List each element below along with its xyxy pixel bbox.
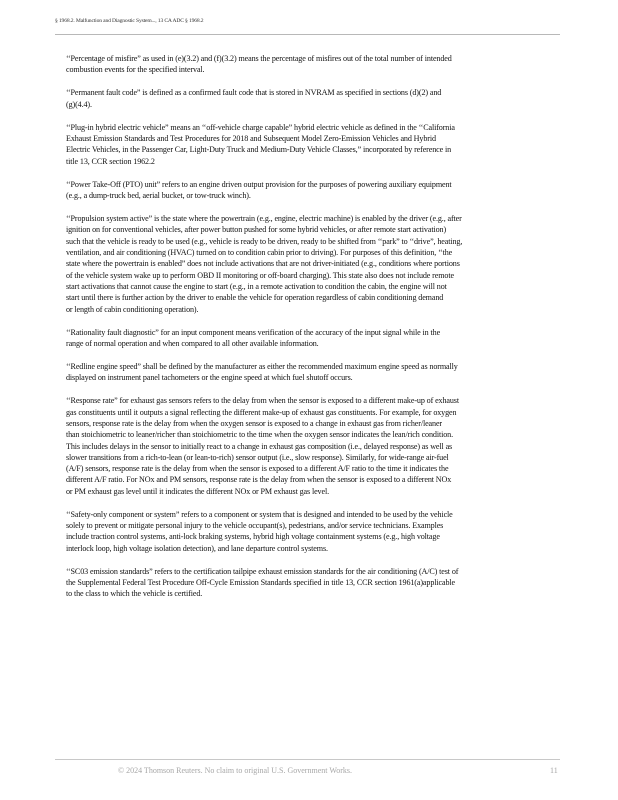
definition-paragraph <box>66 327 564 350</box>
text-line: ventilation, and air conditioning (HVAC) turned on to condition cabin prior to driving). For purposes of this definition, ‘‘the <box>66 248 453 258</box>
text-line: ‘‘Permanent fault code” is defined as a confirmed fault code that is stored in NVRAM as specified in sections (d)(2) and <box>66 88 442 98</box>
text-line: ignition on for conventional vehicles, after power button pushed for some hybrid vehicles, or after remote start activation) <box>66 225 447 235</box>
text-line: combustion events for the specified interval. <box>66 65 205 75</box>
text-line: range of normal operation and when compared to all other available information. <box>66 338 319 348</box>
text-line: (A/F) sensors, response rate is the delay from when the sensor is exposed to a different A/F ratio to the time it indicates the <box>66 464 449 474</box>
text-line: This includes delays in the sensor to initially react to a change in exhaust gas composition (i.e., delayed response) as well as <box>66 441 453 451</box>
text-line: title 13, CCR section 1962.2 <box>66 156 155 166</box>
text-line: or length of cabin conditioning operation). <box>66 304 199 314</box>
text-line: ‘‘Safety-only component or system” refers to a component or system that is designed and intended to be used by the vehicle <box>66 509 453 519</box>
definition-paragraph <box>66 566 564 600</box>
text-line: ‘‘Response rate” for exhaust gas sensors refers to the delay from when the sensor is exposed to a different make-up of exhaust <box>66 396 459 406</box>
text-line: such that the vehicle is ready to be used (e.g., vehicle is ready to be driven, ready to be shifted from ‘‘park” to ‘‘drive”, heating, <box>66 236 463 246</box>
text-line: the Supplemental Federal Test Procedure Off-Cycle Emission Standards specified in title 13, CCR section 1961(a)applicable <box>66 578 455 588</box>
definition-paragraph <box>66 87 564 110</box>
text-line: sensors, response rate is the delay from when the oxygen sensor is exposed to a change in exhaust gas from richer/leaner <box>66 419 443 428</box>
text-line: ‘‘SC03 emission standards” refers to the certification tailpipe exhaust emission standards for the air conditioning (A/C) test of <box>66 566 459 576</box>
text-line: ‘‘Percentage of misfire” as used in (e)(3.2) and (f)(3.2) means the percentage of misfires out of the total number of intended <box>66 54 452 63</box>
text-line: Electric Vehicles, in the Passenger Car, Light-Duty Truck and Medium-Duty Vehicle Classes,” incorporated by reference in <box>66 145 452 155</box>
text-line: ‘‘Plug-in hybrid electric vehicle” means an ‘‘off-vehicle charge capable” hybrid electric vehicle as defined in the ‘‘California <box>66 122 455 132</box>
text-line: start activations that cannot cause the engine to start (e.g., in a remote activation to condition the cabin, the engine will not <box>66 281 447 291</box>
running-header: § 1968.2. Malfunction and Diagnostic System..., 13 CA ADC § 1968.2 <box>55 18 204 24</box>
text-line: ‘‘Power Take-Off (PTO) unit” refers to an engine driven output provision for the purposes of powering auxiliary equipment <box>66 179 452 189</box>
definition-paragraph <box>66 53 564 76</box>
text-line: slower transitions from a rich-to-lean (or lean-to-rich) sensor output (i.e., slow response). Similarly, for wide-range air-fuel <box>66 452 449 462</box>
text-line: than stoichiometric to leaner/richer than stoichiometric to the time when the oxygen sensor indicates the lean/rich condition. <box>66 430 453 440</box>
text-line: start until there is further action by the driver to enable the vehicle for operation regardless of cabin conditioning demand <box>66 293 444 303</box>
definition-paragraph <box>66 179 564 202</box>
text-line: solely to prevent or mitigate personal injury to the vehicle occupant(s), pedestrians, and/or service technicians. Examples <box>66 521 444 531</box>
text-line: include traction control systems, anti-lock braking systems, hybrid high voltage containment systems (e.g., high voltage <box>66 532 440 542</box>
text-line: of the vehicle system wake up to perform OBD II monitoring or off-board charging). This state also does not include remote <box>66 270 454 280</box>
text-line: or PM exhaust gas level until it indicates the different NOx or PM exhaust gas level. <box>66 486 329 496</box>
text-line: to the class to which the vehicle is certified. <box>66 589 203 599</box>
definition-paragraph <box>66 213 564 315</box>
text-line: ‘‘Redline engine speed” shall be defined by the manufacturer as either the recommended maximum engine speed as normally <box>66 362 458 372</box>
definition-paragraph <box>66 122 564 167</box>
text-line: interlock loop, high voltage isolation detection), and lane departure control systems. <box>66 543 328 553</box>
text-line: ‘‘Propulsion system active” is the state where the powertrain (e.g., engine, electric machine) is enabled by the driver (e.g., after <box>66 214 462 224</box>
document-body <box>66 53 564 612</box>
text-line: (e.g., a dump-truck bed, aerial bucket, or tow-truck winch). <box>66 191 251 201</box>
header-divider <box>55 34 560 35</box>
text-line: different A/F ratio. For NOx and PM sensors, response rate is the delay from when the sensor is exposed to a different NOx <box>66 475 452 485</box>
text-line: displayed on instrument panel tachometers or the engine speed at which fuel shutoff occurs. <box>66 373 353 383</box>
text-line: state where the powertrain is enabled” does not include activations that are not driver-initiated (e.g., conditions where portions <box>66 259 460 269</box>
footer-copyright: © 2024 Thomson Reuters. No claim to original U.S. Government Works. <box>118 766 353 775</box>
text-line: gas constituents until it outputs a signal reflecting the different make-up of exhaust gas constituents. For example, for oxygen <box>66 407 457 417</box>
footer-divider <box>55 759 560 760</box>
definition-paragraph <box>66 395 564 497</box>
definition-paragraph <box>66 509 564 554</box>
text-line: ‘‘Rationality fault diagnostic” for an input component means verification of the accuracy of the input signal while in the <box>66 327 441 337</box>
text-line: (g)(4.4). <box>66 99 92 109</box>
page-number: 11 <box>550 766 558 775</box>
definition-paragraph <box>66 361 564 384</box>
text-line: Exhaust Emission Standards and Test Procedures for 2018 and Subsequent Model Zero-Emission Vehicles and Hybrid <box>66 134 436 144</box>
